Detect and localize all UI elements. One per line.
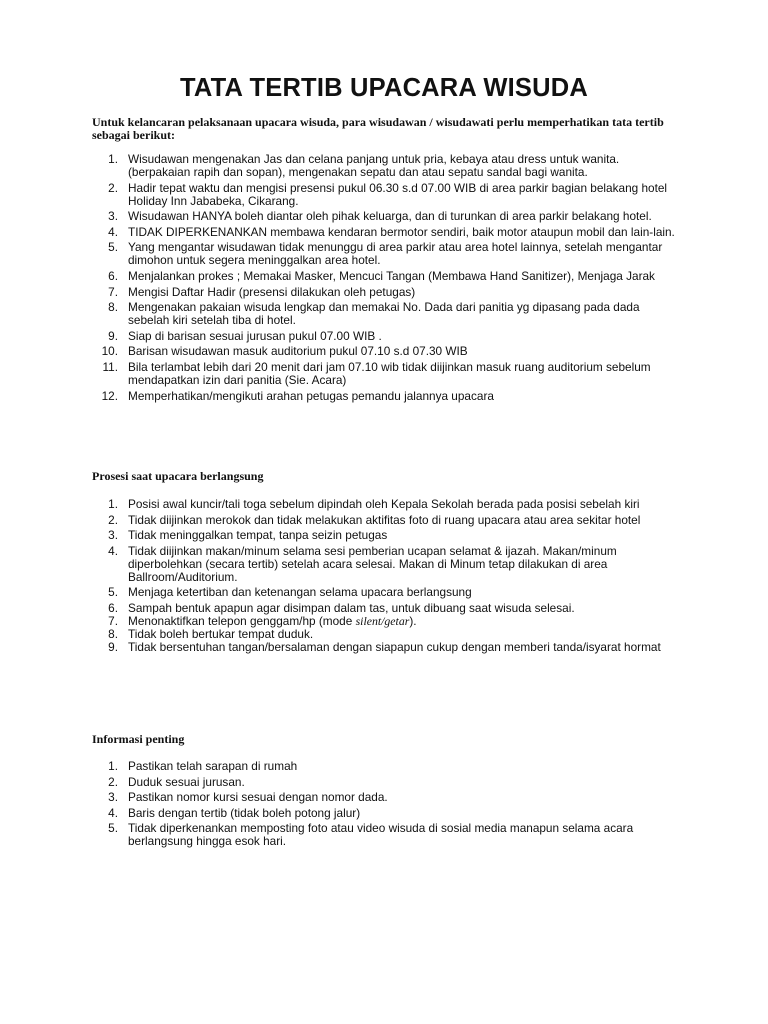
item-text: Duduk sesuai jurusan.	[128, 774, 245, 789]
list-item	[0, 226, 678, 239]
item-text: Hadir tepat waktu dan mengisi presensi pukul 06.30 s.d 07.00 WIB di area parkir bagian belakang hotel Holiday Inn Jababeka, Cikarang.	[128, 180, 668, 208]
item-text: Tidak meninggalkan tempat, tanpa seizin petugas	[128, 528, 388, 543]
list-item	[0, 615, 678, 628]
list-item	[0, 210, 678, 223]
page-title: TATA TERTIB UPACARA WISUDA	[180, 74, 588, 102]
list-item	[0, 270, 678, 283]
item-text: Sampah bentuk apapun agar disimpan dalam tas, untuk dibuang saat wisuda selesai.	[128, 600, 575, 615]
item-number: 1.	[108, 497, 118, 511]
intro-paragraph: Untuk kelancaran pelaksanaan upacara wisuda, para wisudawan / wisudawati perlu memperhatikan tata tertib sebagai berikut:	[92, 115, 664, 142]
list-item	[0, 182, 678, 208]
item-text: Tidak diperkenankan memposting foto atau video wisuda di sosial media manapun selama acara berlangsung hingga esok hari.	[128, 821, 634, 849]
section-heading-informasi: Informasi penting	[92, 732, 185, 746]
item-number: 6.	[108, 600, 118, 615]
item-number: 3.	[108, 790, 118, 805]
list-item	[0, 498, 678, 511]
item-text-end: ).	[409, 613, 417, 628]
procession-list	[0, 498, 678, 657]
list-item	[0, 330, 678, 343]
item-number: 3.	[108, 528, 118, 543]
item-number: 8.	[108, 300, 118, 315]
item-text: Mengisi Daftar Hadir (presensi dilakukan oleh petugas)	[128, 284, 416, 299]
item-number: 4.	[108, 224, 118, 239]
item-text: Tidak bersentuhan tangan/bersalaman dengan siapapun cukup dengan memberi tanda/isyarat hormat	[128, 639, 661, 654]
item-text: Pastikan telah sarapan di rumah	[128, 759, 298, 773]
item-text: Baris dengan tertib (tidak boleh potong jalur)	[128, 805, 361, 820]
list-item	[0, 807, 678, 820]
item-text: Barisan wisudawan masuk auditorium pukul 07.10 s.d 07.30 WIB	[128, 344, 468, 359]
item-number: 8.	[108, 626, 118, 641]
item-number: 7.	[108, 284, 118, 299]
item-text: Posisi awal kuncir/tali toga sebelum dipindah oleh Kepala Sekolah berada pada posisi sebelah kiri	[128, 497, 640, 511]
list-item	[0, 529, 678, 542]
item-number: 6.	[108, 268, 118, 283]
item-number: 5.	[108, 585, 118, 600]
item-number: 5.	[108, 821, 118, 836]
item-text: Bila terlambat lebih dari 20 menit dari jam 07.10 wib tidak diijinkan masuk ruang auditorium sebelum mendapatkan izin dari panitia (Sie. Acara)	[128, 359, 651, 387]
list-item	[0, 345, 678, 358]
item-text: Siap di barisan sesuai jurusan pukul 07.00 WIB .	[128, 328, 382, 343]
list-item	[0, 153, 678, 179]
list-item	[0, 760, 678, 773]
item-text-italic: silent/getar	[355, 613, 410, 628]
list-item	[0, 286, 678, 299]
item-text-start: Menonaktifkan telepon genggam/hp (mode	[128, 613, 356, 628]
item-text: Memperhatikan/mengikuti arahan petugas pemandu jalannya upacara	[128, 388, 494, 403]
list-item	[0, 822, 678, 848]
item-number: 2.	[108, 512, 118, 527]
item-number: 7.	[108, 613, 118, 628]
item-number: 9.	[108, 639, 118, 654]
item-number: 4.	[108, 543, 118, 558]
item-number: 2.	[108, 180, 118, 195]
list-item	[0, 586, 678, 599]
list-item	[0, 545, 678, 584]
item-number: 1.	[108, 152, 118, 166]
item-text: Yang mengantar wisudawan tidak menunggu di area parkir atau area hotel lainnya, setelah mengantar dimohon untuk segera meninggalkan area hotel.	[128, 240, 663, 268]
info-list	[0, 760, 678, 851]
item-number: 11.	[102, 359, 118, 374]
item-number: 1.	[108, 759, 118, 773]
list-item	[0, 776, 678, 789]
item-text: Menjalankan prokes ; Memakai Masker, Mencuci Tangan (Membawa Hand Sanitizer), Menjaga Jarak	[128, 268, 655, 283]
list-item	[0, 361, 678, 387]
item-number: 5.	[108, 240, 118, 255]
rules-list	[0, 153, 678, 405]
item-text: Pastikan nomor kursi sesuai dengan nomor dada.	[128, 790, 388, 805]
item-text: Mengenakan pakaian wisuda lengkap dan memakai No. Dada dari panitia yg dipasang pada dada sebelah kiri setelah tiba di hotel.	[128, 300, 640, 328]
item-text: Wisudawan mengenakan Jas dan celana panjang untuk pria, kebaya atau dress untuk wanita. (berpakaian rapih dan sopan), mengenakan sepatu dan atau sepatu sandal bagi wanita.	[128, 152, 620, 179]
item-text: Menjaga ketertiban dan ketenangan selama upacara berlangsung	[128, 585, 472, 600]
list-item	[0, 641, 678, 654]
item-text: Tidak boleh bertukar tempat duduk.	[128, 626, 314, 641]
list-item	[0, 390, 678, 403]
list-item	[0, 241, 678, 267]
item-text: Wisudawan HANYA boleh diantar oleh pihak keluarga, dan di turunkan di area parkir belakang hotel.	[128, 209, 652, 224]
list-item	[0, 301, 678, 327]
item-text: Tidak diijinkan makan/minum selama sesi pemberian ucapan selamat & ijazah. Makan/minum diperbolehkan (secara tertib) setelah acara selesai. Makan di Minum tetap dilakukan di area Ballroom/Auditorium.	[128, 543, 617, 584]
item-number: 12.	[101, 388, 118, 403]
item-number: 3.	[108, 209, 118, 224]
item-text: TIDAK DIPERKENANKAN membawa kendaran bermotor sendiri, baik motor ataupun mobil dan lain-lain.	[128, 224, 675, 239]
list-item	[0, 791, 678, 804]
list-item	[0, 514, 678, 527]
section-heading-prosesi: Prosesi saat upacara berlangsung	[92, 469, 264, 483]
item-number: 10.	[101, 344, 118, 359]
item-text: Tidak diijinkan merokok dan tidak melakukan aktifitas foto di ruang upacara atau area sekitar hotel	[128, 512, 641, 527]
item-number: 2.	[108, 774, 118, 789]
item-number: 4.	[108, 805, 118, 820]
item-number: 9.	[108, 328, 118, 343]
